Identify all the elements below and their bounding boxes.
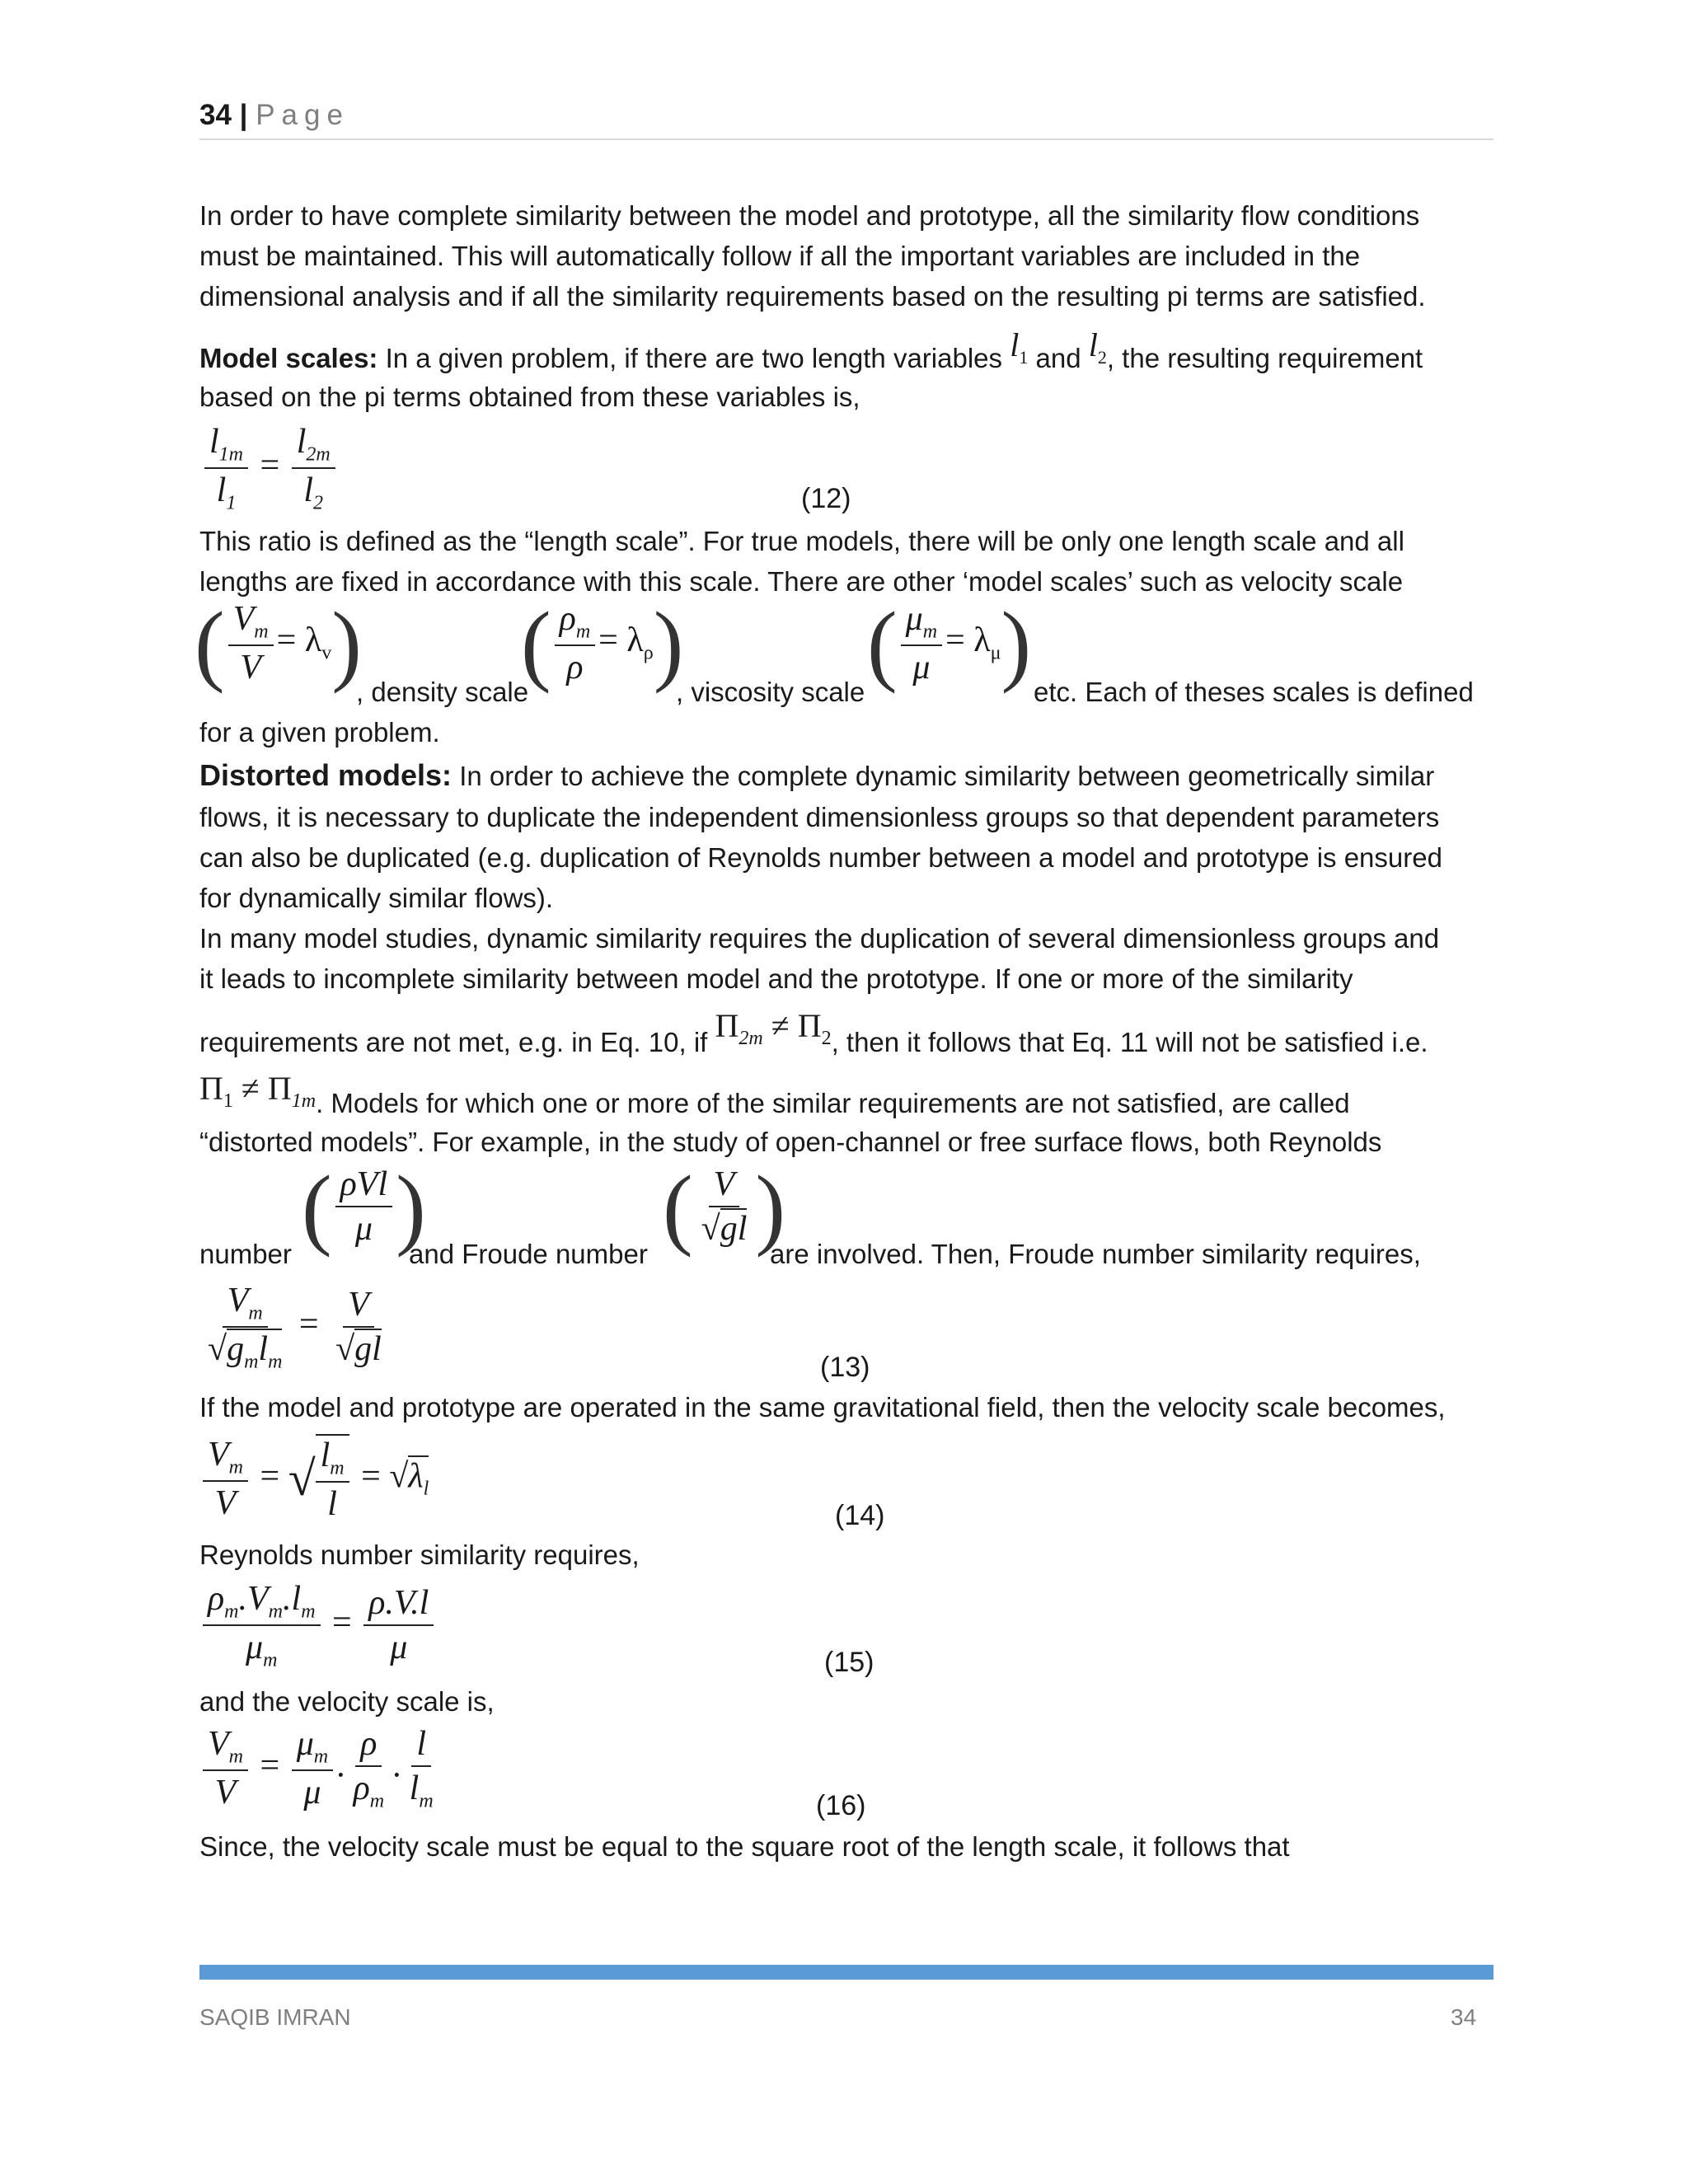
- equation-14: $\frac{V_m}{V}$ = √ $\frac{l_m}{l}$ = $√\lambda_l$: [199, 1434, 429, 1524]
- body-line: flows, it is necessary to duplicate the independent dimensionless groups so that dependent parameters: [199, 802, 1440, 832]
- body-line: If the model and prototype are operated in the same gravitational field, then the velocity scale becomes,: [199, 1392, 1446, 1422]
- distorted-models-line: [199, 755, 1434, 797]
- number-word: number: [199, 1239, 292, 1269]
- equation-13: $\frac{V_m}{√g_ml_m}$ = $\frac{V}{√gl}$: [208, 1282, 382, 1373]
- body-line: This ratio is defined as the “length scale”. For true models, there will be only one length scale and all: [199, 526, 1404, 556]
- then-follows: , then it follows that Eq. 11 will not be satisfied i.e.: [831, 1027, 1428, 1057]
- equation-number-14: (14): [835, 1500, 885, 1531]
- math-pi-1-neq-pi-1m: $\Pi_1 \ne \Pi_{1m}$: [199, 1070, 316, 1112]
- req-not-met: requirements are not met, e.g. in Eq. 10, if: [199, 1027, 708, 1057]
- requirements-line: [199, 1007, 1428, 1074]
- reynolds-number-formula: ( $\frac{\text{ρVl}}{\mu}$ ): [302, 1157, 426, 1258]
- footer-page-number: 34: [1451, 2004, 1477, 2030]
- equation-number-12: (12): [801, 483, 851, 514]
- model-scales-title: Model scales:: [199, 343, 378, 373]
- body-line: dimensional analysis and if all the similarity requirements based on the resulting pi terms are satisfied.: [199, 281, 1426, 312]
- math-l2: $l_2$: [1088, 326, 1107, 368]
- distorted-title: Distorted models:: [199, 758, 452, 792]
- body-line: Since, the velocity scale must be equal to the square root of the length scale, it follows that: [199, 1831, 1290, 1862]
- header-rule: [199, 138, 1493, 140]
- equation-number-15: (15): [824, 1647, 874, 1678]
- body-line: Reynolds number similarity requires,: [199, 1540, 640, 1570]
- header-page-word: Page: [256, 99, 349, 131]
- etc-text: etc. Each of theses scales is defined: [1034, 677, 1474, 707]
- and-word: and: [1035, 343, 1081, 373]
- body-line: and the velocity scale is,: [199, 1686, 495, 1717]
- are-involved: are involved. Then, Froude number similarity requires,: [770, 1239, 1421, 1269]
- density-scale-label: , density scale: [356, 677, 529, 707]
- header-page-number: 34: [199, 99, 232, 131]
- distorted-text: In order to achieve the complete dynamic similarity between geometrically similar: [452, 761, 1435, 791]
- equation-16: $\frac{V_m}{V}$ = $\frac{\mu_m}{\mu}$ . $\frac{\rho}{\rho_m}$ . $\frac{l}{l_m}$: [199, 1724, 442, 1812]
- body-line: In many model studies, dynamic similarity requires the duplication of several dimensionless groups and: [199, 923, 1440, 954]
- requirement-text: , the resulting requirement: [1106, 343, 1423, 373]
- and-froude: and Froude number: [409, 1239, 648, 1269]
- froude-number-formula: ( $\frac{V}{√gl}$ ): [663, 1157, 786, 1258]
- viscosity-scale-formula: ( $\frac{\mu_m}{\mu}$ = $\lambda_\mu$): [867, 593, 1032, 694]
- model-scales-text: In a given problem, if there are two length variables: [377, 343, 1003, 373]
- footer-bar: [199, 1965, 1493, 1980]
- velocity-scale-formula: ( $\frac{V_m}{V}$ = $\lambda_v$): [195, 593, 362, 694]
- math-pi-2m-neq-pi-2: $\Pi_{2m} \ne \Pi_2$: [715, 1007, 832, 1049]
- equation-number-13: (13): [820, 1352, 870, 1383]
- density-scale-formula: ( $\frac{\rho_m}{\rho}$ = $\lambda_\rho$): [521, 593, 684, 694]
- body-line: “distorted models”. For example, in the study of open-channel or free surface flows, both Reynolds: [199, 1127, 1382, 1157]
- header-separator: |: [231, 99, 256, 131]
- page-header: [199, 99, 349, 132]
- equation-12: $\frac{l_{1m}}{l_1}$ = $\frac{l_{2m}}{l_2}$: [201, 422, 339, 515]
- body-line: for dynamically similar flows).: [199, 883, 554, 913]
- body-line: based on the pi terms obtained from these variables is,: [199, 382, 860, 412]
- math-l1: $l_1$: [1010, 326, 1029, 368]
- footer-author: SAQIB IMRAN: [199, 2004, 351, 2030]
- body-line: for a given problem.: [199, 717, 440, 748]
- body-line: In order to have complete similarity between the model and prototype, all the similarity flow conditions: [199, 200, 1420, 231]
- viscosity-scale-label: , viscosity scale: [676, 677, 865, 707]
- models-for-which: . Models for which one or more of the similar requirements are not satisfied, are called: [316, 1088, 1350, 1118]
- equation-number-16: (16): [816, 1790, 866, 1821]
- body-line: lengths are fixed in accordance with this scale. There are other ‘model scales’ such as velocity scale: [199, 566, 1404, 597]
- body-line: must be maintained. This will automatically follow if all the important variables are included in the: [199, 241, 1361, 271]
- equation-15: $\frac{\rho_m.V_m.l_m}{\mu_m}$ = $\frac{\rho.V.l}{\mu}$: [199, 1579, 437, 1672]
- body-line: can also be duplicated (e.g. duplication of Reynolds number between a model and prototype is ensured: [199, 842, 1442, 873]
- body-line: it leads to incomplete similarity between model and the prototype. If one or more of the similarity: [199, 963, 1353, 994]
